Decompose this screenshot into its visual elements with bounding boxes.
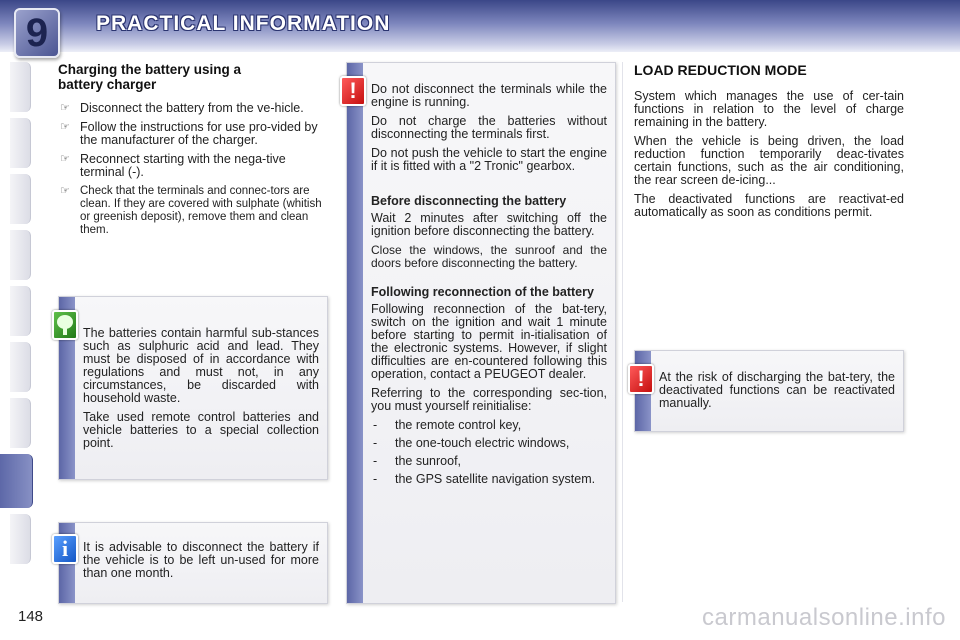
eco-note-box: [58, 296, 328, 480]
chapter-tab-6[interactable]: [10, 342, 31, 392]
after-reconnect-heading: Following reconnection of the battery: [371, 285, 594, 299]
load-reduction-heading: LOAD REDUCTION MODE: [634, 62, 807, 78]
eco-note-content: The batteries contain harmful sub-stances such as sulphuric acid and lead. They must be disposed of in accordance with regulations and must not, in any circumstances, be discarded with household waste. Take used remote control batteries and vehicle batteries to a special collection point.: [83, 326, 319, 450]
info-note-content: It is advisable to disconnect the battery if the vehicle is to be left un-used for more than one month.: [83, 540, 319, 580]
chapter-tab-1[interactable]: [10, 62, 31, 112]
list-item: - the GPS satellite navigation system.: [371, 473, 607, 486]
chapter-tab-4[interactable]: [10, 230, 31, 280]
list-item: - the sunroof,: [371, 455, 607, 468]
list-item: ☞ Disconnect the battery from the ve-hicle.: [60, 101, 304, 115]
chapter-tab-10[interactable]: [10, 514, 31, 564]
list-item: ☞ Check that the terminals and connec-tors are clean. If they are covered with sulphate (whitish or greenish deposit), remove them and clean them.: [60, 185, 322, 236]
reinit-list: [371, 419, 607, 486]
watermark: carmanualsonline.info: [702, 604, 946, 631]
column-divider: [622, 62, 623, 602]
charging-section: [58, 62, 328, 243]
pointing-hand-icon: ☞: [60, 121, 70, 133]
warning-icon: !: [628, 364, 654, 394]
list-item: - the remote control key,: [371, 419, 607, 432]
pointing-hand-icon: ☞: [60, 102, 70, 114]
page-header: [0, 0, 960, 55]
list-item: - the one-touch electric windows,: [371, 437, 607, 450]
load-warning-content: At the risk of discharging the bat-tery, the deactivated functions can be reactivated manually.: [659, 370, 895, 410]
charging-heading: Charging the battery using a battery charger: [58, 62, 242, 92]
list-item: ☞ Follow the instructions for use pro-vided by the manufacturer of the charger.: [60, 120, 318, 147]
load-reduction-section: LOAD REDUCTION MODE System which manages the use of cer-tain functions in relation to the level of charge remaining in the battery. When the vehicle is being driven, the load reduction function temporarily deac-tivates certain functions, such as the air conditioning, the rear screen de-icing... The deactivated functions are reactivat-ed automatically as soon as conditions permit.: [634, 62, 904, 219]
chapter-tab-3[interactable]: [10, 174, 31, 224]
chapter-tab-5[interactable]: [10, 286, 31, 336]
page-title: PRACTICAL INFORMATION: [96, 12, 391, 35]
info-icon: i: [52, 534, 78, 564]
pointing-hand-icon: ☞: [60, 185, 70, 197]
warning-box: [346, 62, 616, 604]
charging-steps: [58, 102, 328, 237]
list-item: ☞ Reconnect starting with the nega-tive terminal (-).: [60, 152, 286, 179]
chapter-tab-9-active[interactable]: [0, 454, 33, 508]
warning-content: Do not disconnect the terminals while the engine is running. Do not charge the batteries without disconnecting the terminals first. Do not push the vehicle to start the engine if it is fitted with a "2 Tronic" gearbox. Before disconnecting the battery Wait 2 minutes after switching off the ignition before disconnecting the battery. Close the windows, the sunroof and the doors before disconnecting the battery. Following reconnection of the battery Following reconnection of the bat-tery, switch on the ignition and wait 1 minute before starting to permit in-itialisation of the electronic systems. However, if slight difficulties are en-countered following this operation, contact a PEUGEOT dealer. Referring to the corresponding sec-tion, you must yourself reinitialise: - the remote control key, - the one-touch electric windows, - the sunroof, - the GPS satellite navigation system.: [371, 83, 607, 491]
before-disconnect-heading: Before disconnecting the battery: [371, 194, 567, 208]
load-warning-box: [634, 350, 904, 432]
page-number: 148: [18, 608, 44, 625]
chapter-tab-7[interactable]: [10, 398, 31, 448]
box-stripe: [347, 63, 363, 603]
info-note-box: [58, 522, 328, 604]
chapter-badge: 9: [14, 8, 60, 58]
warning-icon: !: [340, 76, 366, 106]
tree-icon: [52, 310, 78, 340]
pointing-hand-icon: ☞: [60, 153, 70, 165]
chapter-tab-2[interactable]: [10, 118, 31, 168]
